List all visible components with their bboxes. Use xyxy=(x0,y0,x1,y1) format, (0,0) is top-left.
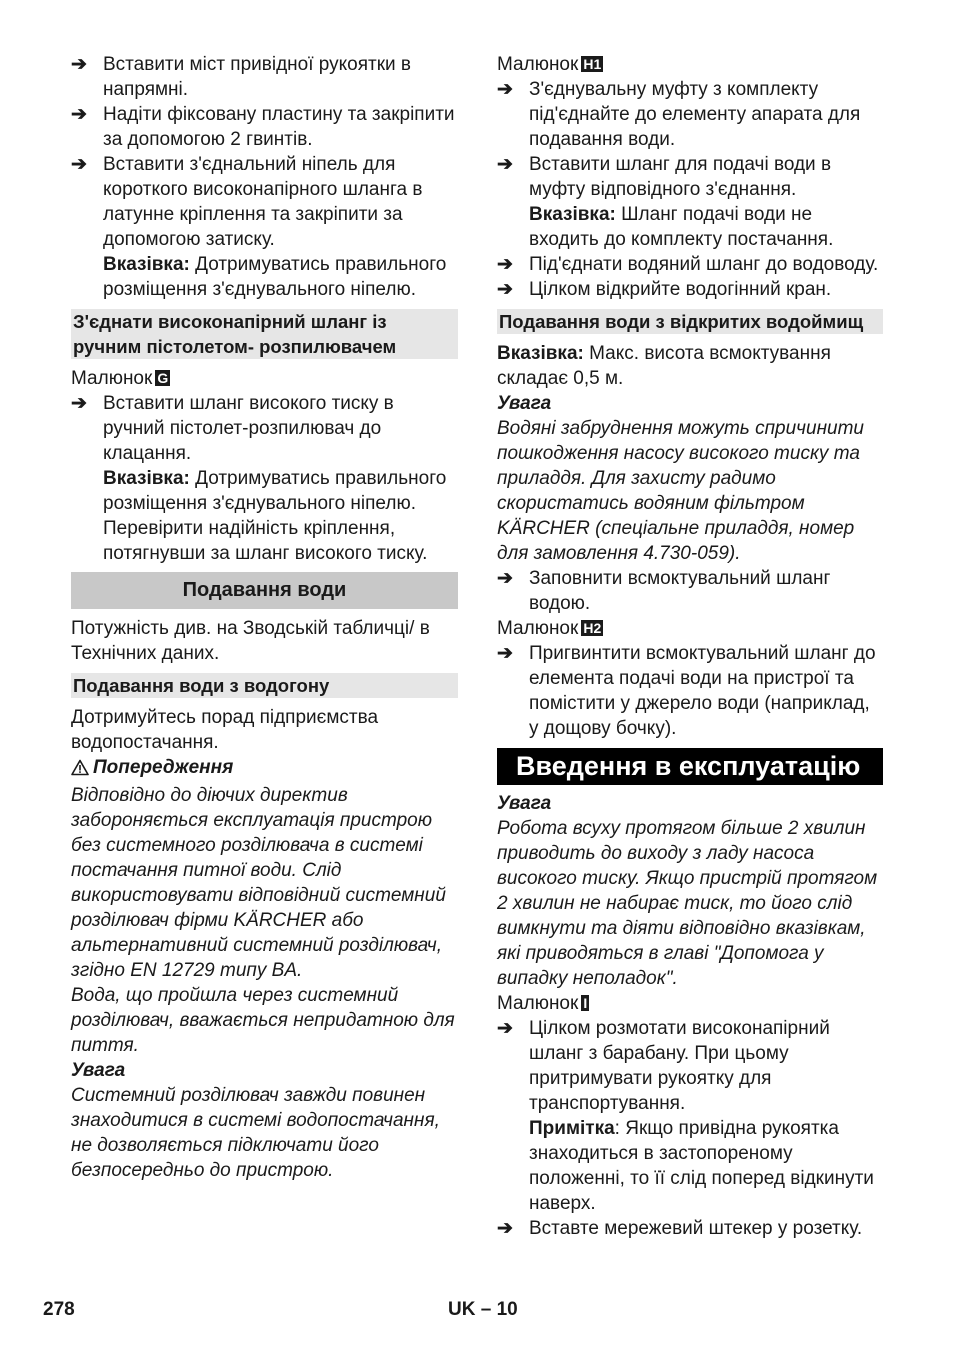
step-text: Вставити міст привідної рукоятки в напрямні. xyxy=(103,54,412,100)
figure-badge: G xyxy=(157,370,169,386)
step-text: Заповнити всмоктувальний шланг водою. xyxy=(529,568,831,614)
step-item xyxy=(71,152,458,252)
figure-ref: Малюнок G xyxy=(71,368,169,389)
note-label: Примітка xyxy=(529,1118,615,1139)
arrow-icon: ➔ xyxy=(71,104,87,125)
warning-text: Вода, що пройшла через системний розділювач, вважається непридатною для пиття. xyxy=(71,985,455,1056)
step-text: Цілком відкрийте водогінний кран. xyxy=(529,279,832,300)
note-label: Вказівка: xyxy=(529,204,616,225)
section-page-label: UK – 10 xyxy=(448,1299,518,1320)
section-heading-water: Подавання води xyxy=(71,572,458,609)
note-text: Макс. висота всмоктування складає 0,5 м. xyxy=(497,343,831,389)
step-text: Вставити шланг високого тиску в ручний пістолет-розпилювач до клацання. xyxy=(103,393,394,464)
warning-triangle-icon xyxy=(71,758,93,783)
warning-heading xyxy=(71,755,458,783)
page-number: 278 xyxy=(43,1299,75,1320)
step-item xyxy=(497,252,883,277)
step-text: Надіти фіксовану пластину та закріпити за допомогою 2 гвинтів. xyxy=(103,104,455,150)
step-item xyxy=(497,152,883,202)
note-label: Вказівка: xyxy=(103,468,190,489)
step-extra: Перевірити надійність кріплення, потягнувши за шланг високого тиску. xyxy=(103,518,428,564)
step-item xyxy=(497,566,883,616)
note-text: : Якщо привідна рукоятка знаходиться в застопореному положенні, то її слід поперед відкинути наверх. xyxy=(529,1118,874,1214)
figure-ref: Малюнок H1 xyxy=(497,54,602,75)
arrow-icon: ➔ xyxy=(497,1218,513,1239)
section-heading: Подавання води з водогону xyxy=(71,673,458,698)
section-heading: Подавання води з відкритих водоймищ xyxy=(497,309,883,334)
caution-text: Системний розділювач завжди повинен знаходитися в системі водопостачання, не дозволяється підключати його безпосередньо до пристрою. xyxy=(71,1085,440,1181)
warning-text: Відповідно до діючих директив забороняється експлуатація пристрою без системного розділювача в системі постачання питної води. Слід використовувати відповідний системний розділювач фірми KÄRCHER або альтернативний системний розділювач, згідно EN 12729 типу BA. xyxy=(71,785,446,981)
arrow-icon: ➔ xyxy=(497,568,513,589)
step-item xyxy=(71,102,458,152)
caution-title: Увага xyxy=(71,1060,126,1081)
note-text: Дотримуватись правильного розміщення з'єднувального ніпелю. xyxy=(103,254,447,300)
caution-text: Робота всуху протягом більше 2 хвилин приводить до виходу з ладу насоса високого тиску. Якщо пристрій протягом 2 хвилин не набирає тиск, то його слід вимкнути та діяти відповідно вказівкам, які приводяться в главі "Допомога у випадку неполадок". xyxy=(497,818,878,989)
note xyxy=(71,252,458,302)
paragraph: Дотримуйтесь порад підприємства водопостачання. xyxy=(71,707,379,753)
caution-text: Водяні забруднення можуть спричинити пошкодження насосу високого тиску та приладдя. Для захисту радимо скористатись водяним фільтром KÄRCHER (спеціальне приладдя, номер для замовлення 4.730-059). xyxy=(497,418,864,564)
arrow-icon: ➔ xyxy=(497,279,513,300)
warning-title: Попередження xyxy=(93,757,234,778)
left-column xyxy=(71,52,458,1183)
step-item xyxy=(497,77,883,152)
step-text: Цілком розмотати високонапірний шланг з барабану. При цьому притримувати рукоятку для транспортування. xyxy=(529,1018,830,1114)
step-item xyxy=(497,641,883,741)
figure-badge: H2 xyxy=(583,620,602,636)
step-text: Вставити шланг для подачі води в муфту відповідного з'єднання. xyxy=(529,154,832,200)
step-text: Вставте мережевий штекер у розетку. xyxy=(529,1218,863,1239)
arrow-icon: ➔ xyxy=(497,79,513,100)
arrow-icon: ➔ xyxy=(497,254,513,275)
step-item xyxy=(71,52,458,102)
figure-ref: Малюнок I xyxy=(497,993,588,1014)
right-column xyxy=(497,52,883,1241)
arrow-icon: ➔ xyxy=(497,154,513,175)
note xyxy=(71,466,458,516)
step-item xyxy=(497,277,883,302)
figure-badge: I xyxy=(583,995,588,1011)
step-item xyxy=(71,391,458,466)
note-text: Шланг подачі води не входить до комплекту постачання. xyxy=(529,204,834,250)
step-item xyxy=(497,1016,883,1116)
caution-title: Увага xyxy=(497,393,552,414)
note-label: Вказівка: xyxy=(103,254,190,275)
arrow-icon: ➔ xyxy=(71,154,87,175)
step-text: З'єднувальну муфту з комплекту під'єднайте до елементу апарата для подавання води. xyxy=(529,79,861,150)
step-text: Пригвинтити всмоктувальний шланг до елемента подачі води на пристрої та помістити у джерело води (наприклад, у дощову бочку). xyxy=(529,643,876,739)
arrow-icon: ➔ xyxy=(71,54,87,75)
section-heading: З'єднати високонапірний шланг із ручним пістолетом- розпилювачем xyxy=(71,309,458,359)
paragraph: Потужність див. на Зводській табличці/ в Технічних даних. xyxy=(71,618,430,664)
note xyxy=(497,341,883,391)
caution-title: Увага xyxy=(497,793,552,814)
chapter-heading: Введення в експлуатацію xyxy=(497,748,883,785)
note-label: Вказівка: xyxy=(497,343,584,364)
note xyxy=(497,202,883,252)
step-item xyxy=(497,1216,883,1241)
arrow-icon: ➔ xyxy=(71,393,87,414)
figure-badge: H1 xyxy=(583,56,602,72)
note-text: Дотримуватись правильного розміщення з'єднувального ніпелю. xyxy=(103,468,447,514)
arrow-icon: ➔ xyxy=(497,643,513,664)
step-text: Вставити з'єднальний ніпель для короткого високонапірного шланга в латунне кріплення та закріпити за допомогою затиску. xyxy=(103,154,423,250)
step-text: Під'єднати водяний шланг до водоводу. xyxy=(529,254,879,275)
arrow-icon: ➔ xyxy=(497,1018,513,1039)
figure-ref: Малюнок H2 xyxy=(497,618,602,639)
note xyxy=(497,1116,883,1216)
